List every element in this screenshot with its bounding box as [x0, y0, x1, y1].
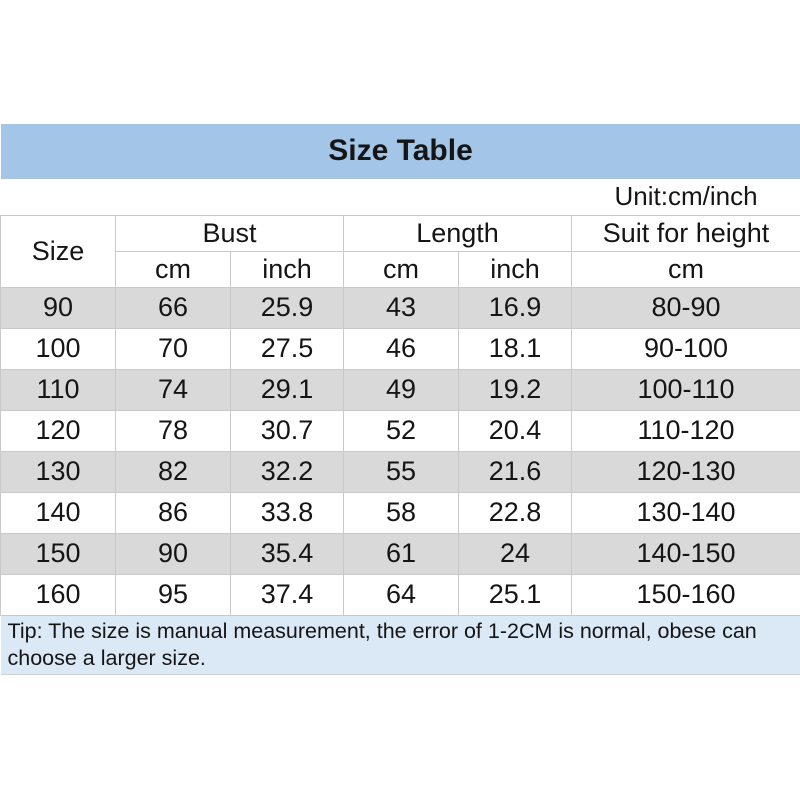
table-title: Size Table	[1, 124, 800, 178]
table-cell: 150-160	[572, 574, 800, 615]
table-cell: 46	[344, 328, 459, 369]
header-row-groups	[1, 215, 800, 251]
table-cell: 110	[1, 369, 116, 410]
table-cell: 90	[1, 287, 116, 328]
size-table	[0, 124, 800, 675]
table-row	[1, 492, 800, 533]
header-row-units	[1, 251, 800, 287]
header-length: Length	[344, 215, 572, 251]
table-row	[1, 451, 800, 492]
unit-row	[1, 178, 800, 215]
header-suit-cm: cm	[572, 251, 800, 287]
table-cell: 52	[344, 410, 459, 451]
table-row	[1, 574, 800, 615]
table-cell: 86	[116, 492, 231, 533]
header-length-cm: cm	[344, 251, 459, 287]
table-cell: 74	[116, 369, 231, 410]
table-cell: 110-120	[572, 410, 800, 451]
table-cell: 140	[1, 492, 116, 533]
table-cell: 43	[344, 287, 459, 328]
table-row	[1, 328, 800, 369]
header-size: Size	[1, 215, 116, 287]
table-cell: 25.1	[459, 574, 572, 615]
table-cell: 95	[116, 574, 231, 615]
table-cell: 66	[116, 287, 231, 328]
table-cell: 21.6	[459, 451, 572, 492]
table-row	[1, 533, 800, 574]
table-cell: 64	[344, 574, 459, 615]
table-cell: 29.1	[231, 369, 344, 410]
table-cell: 61	[344, 533, 459, 574]
table-cell: 35.4	[231, 533, 344, 574]
table-row	[1, 369, 800, 410]
table-cell: 140-150	[572, 533, 800, 574]
table-cell: 78	[116, 410, 231, 451]
table-cell: 49	[344, 369, 459, 410]
table-cell: 55	[344, 451, 459, 492]
tip-row	[1, 615, 800, 674]
table-cell: 27.5	[231, 328, 344, 369]
table-cell: 22.8	[459, 492, 572, 533]
table-cell: 150	[1, 533, 116, 574]
table-cell: 19.2	[459, 369, 572, 410]
table-cell: 18.1	[459, 328, 572, 369]
table-cell: 120	[1, 410, 116, 451]
table-cell: 82	[116, 451, 231, 492]
header-suit-for-height: Suit for height	[572, 215, 800, 251]
header-bust-inch: inch	[231, 251, 344, 287]
table-cell: 24	[459, 533, 572, 574]
table-cell: 33.8	[231, 492, 344, 533]
table-cell: 100	[1, 328, 116, 369]
tip-text: Tip: The size is manual measurement, the error of 1-2CM is normal, obese can choose a larger size.	[1, 615, 800, 674]
table-cell: 90	[116, 533, 231, 574]
table-cell: 16.9	[459, 287, 572, 328]
table-cell: 37.4	[231, 574, 344, 615]
header-bust-cm: cm	[116, 251, 231, 287]
table-cell: 100-110	[572, 369, 800, 410]
table-cell: 30.7	[231, 410, 344, 451]
title-row	[1, 124, 800, 178]
header-bust: Bust	[116, 215, 344, 251]
table-cell: 80-90	[572, 287, 800, 328]
table-cell: 20.4	[459, 410, 572, 451]
table-cell: 25.9	[231, 287, 344, 328]
table-cell: 160	[1, 574, 116, 615]
table-cell: 130	[1, 451, 116, 492]
header-length-inch: inch	[459, 251, 572, 287]
table-cell: 130-140	[572, 492, 800, 533]
table-cell: 70	[116, 328, 231, 369]
unit-label: Unit:cm/inch	[572, 178, 800, 215]
unit-row-spacer	[1, 178, 572, 215]
table-cell: 32.2	[231, 451, 344, 492]
table-row	[1, 287, 800, 328]
table-cell: 120-130	[572, 451, 800, 492]
table-cell: 90-100	[572, 328, 800, 369]
table-row	[1, 410, 800, 451]
table-cell: 58	[344, 492, 459, 533]
